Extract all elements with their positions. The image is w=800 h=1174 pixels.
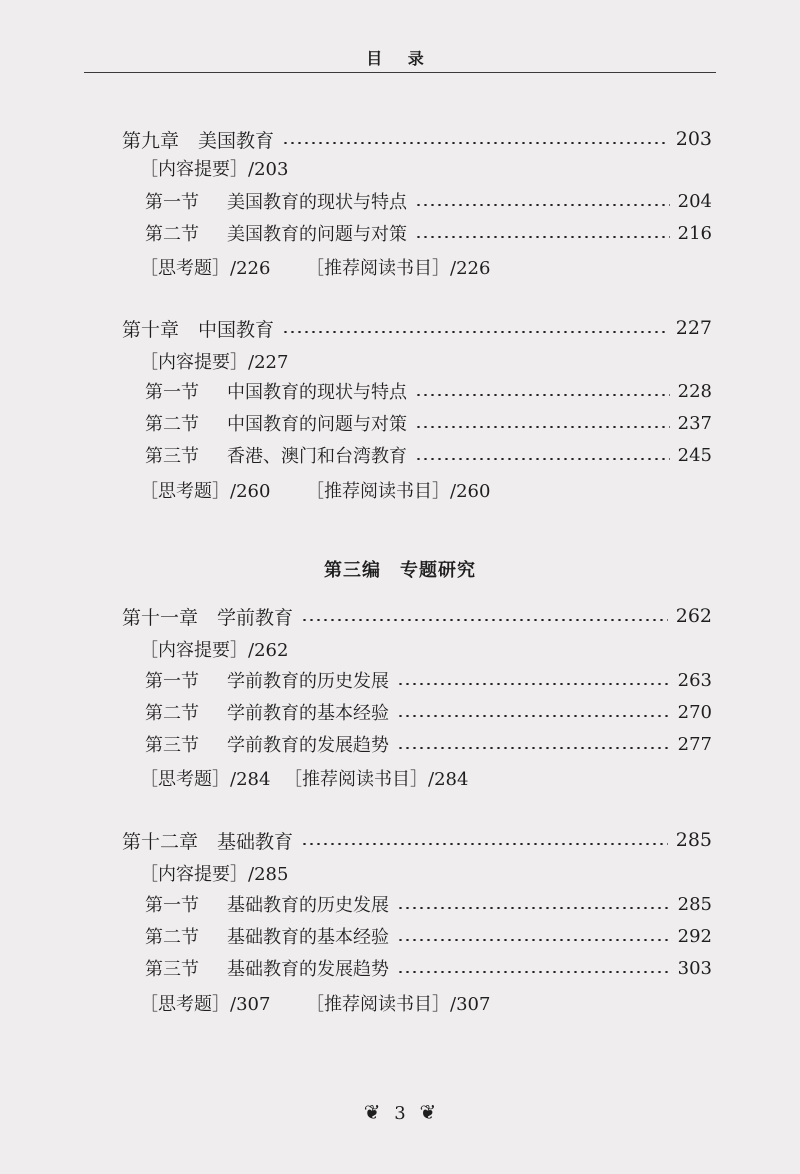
page-number: 292 (677, 925, 712, 947)
section-number: 第二节 (145, 927, 199, 948)
chapter-12-reading: ［推荐阅读书目］/307 (306, 994, 491, 1015)
chapter-10-entry[interactable] (0, 313, 800, 343)
chapter-9-section-1[interactable] (0, 186, 800, 216)
leader-dots (415, 426, 670, 428)
header-title: 目 录 (366, 49, 434, 68)
chapter-11-summary: ［内容提要］/262 (140, 640, 289, 661)
section-title: 中国教育的问题与对策 (227, 414, 407, 435)
chapter-10-summary: ［内容提要］/227 (140, 352, 289, 373)
chapter-title: 第九章 美国教育 (122, 129, 275, 152)
chapter-11-thinking: ［思考题］/284 (140, 769, 271, 790)
chapter-9-reading: ［推荐阅读书目］/226 (306, 258, 491, 279)
section-title: 美国教育的问题与对策 (227, 224, 407, 245)
page-number: 228 (677, 380, 712, 402)
leader-dots (301, 843, 668, 845)
section-number: 第一节 (145, 382, 199, 403)
chapter-10-section-3[interactable] (0, 440, 800, 470)
leader-dots (397, 939, 670, 941)
chapter-11-entry[interactable] (0, 601, 800, 631)
section-number: 第二节 (145, 703, 199, 724)
chapter-12-thinking: ［思考题］/307 (140, 994, 271, 1015)
chapter-11-section-2[interactable] (0, 697, 800, 727)
part-title: 第三编 专题研究 (324, 560, 476, 581)
chapter-11-section-3[interactable] (0, 729, 800, 759)
chapter-9-thinking: ［思考题］/226 (140, 258, 271, 279)
page-number: 245 (677, 444, 712, 466)
leader-dots (397, 683, 670, 685)
chapter-10-section-2[interactable] (0, 408, 800, 438)
leader-dots (397, 715, 670, 717)
page-number: 203 (675, 128, 712, 150)
leader-dots (415, 236, 670, 238)
page-number: 285 (675, 829, 712, 851)
section-title: 基础教育的基本经验 (227, 927, 389, 948)
leader-dots (415, 394, 670, 396)
section-number: 第一节 (145, 895, 199, 916)
section-title: 香港、澳门和台湾教育 (227, 446, 407, 467)
section-number: 第一节 (145, 192, 199, 213)
section-title: 基础教育的发展趋势 (227, 959, 389, 980)
page-number: 263 (677, 669, 712, 691)
right-ornament-icon: ❦ (419, 1100, 437, 1124)
section-number: 第三节 (145, 446, 199, 467)
page-number: 270 (677, 701, 712, 723)
chapter-12-summary: ［内容提要］/285 (140, 864, 289, 885)
leader-dots (397, 747, 670, 749)
page-number: 204 (677, 190, 712, 212)
leader-dots (415, 204, 670, 206)
chapter-12-section-1[interactable] (0, 889, 800, 919)
footer-page-number: 3 (394, 1103, 406, 1124)
leader-dots (301, 619, 668, 621)
chapter-title: 第十二章 基础教育 (122, 830, 294, 853)
page-footer (0, 1100, 800, 1124)
section-number: 第三节 (145, 959, 199, 980)
chapter-12-section-3[interactable] (0, 953, 800, 983)
chapter-10-reading: ［推荐阅读书目］/260 (306, 481, 491, 502)
section-title: 中国教育的现状与特点 (227, 382, 407, 403)
leader-dots (282, 331, 668, 333)
chapter-9-summary: ［内容提要］/203 (140, 159, 289, 180)
chapter-9-entry[interactable] (0, 124, 800, 154)
page-number: 227 (675, 317, 712, 339)
section-title: 学前教育的基本经验 (227, 703, 389, 724)
chapter-11-reading: ［推荐阅读书目］/284 (284, 769, 469, 790)
page-number: 285 (677, 893, 712, 915)
leader-dots (397, 971, 670, 973)
page-number: 303 (677, 957, 712, 979)
leader-dots (282, 142, 668, 144)
section-title: 基础教育的历史发展 (227, 895, 389, 916)
chapter-9-section-2[interactable] (0, 218, 800, 248)
section-number: 第二节 (145, 224, 199, 245)
section-number: 第三节 (145, 735, 199, 756)
left-ornament-icon: ❦ (363, 1100, 381, 1124)
chapter-12-entry[interactable] (0, 825, 800, 855)
leader-dots (415, 458, 670, 460)
section-title: 学前教育的发展趋势 (227, 735, 389, 756)
section-title: 学前教育的历史发展 (227, 671, 389, 692)
page-number: 216 (677, 222, 712, 244)
page-number: 237 (677, 412, 712, 434)
chapter-10-thinking: ［思考题］/260 (140, 481, 271, 502)
page-number: 262 (675, 605, 712, 627)
header-rule (84, 72, 716, 73)
chapter-10-section-1[interactable] (0, 376, 800, 406)
chapter-title: 第十章 中国教育 (122, 318, 275, 341)
leader-dots (397, 907, 670, 909)
page-number: 277 (677, 733, 712, 755)
section-number: 第一节 (145, 671, 199, 692)
section-number: 第二节 (145, 414, 199, 435)
chapter-title: 第十一章 学前教育 (122, 606, 294, 629)
chapter-11-section-1[interactable] (0, 665, 800, 695)
chapter-12-section-2[interactable] (0, 921, 800, 951)
section-title: 美国教育的现状与特点 (227, 192, 407, 213)
